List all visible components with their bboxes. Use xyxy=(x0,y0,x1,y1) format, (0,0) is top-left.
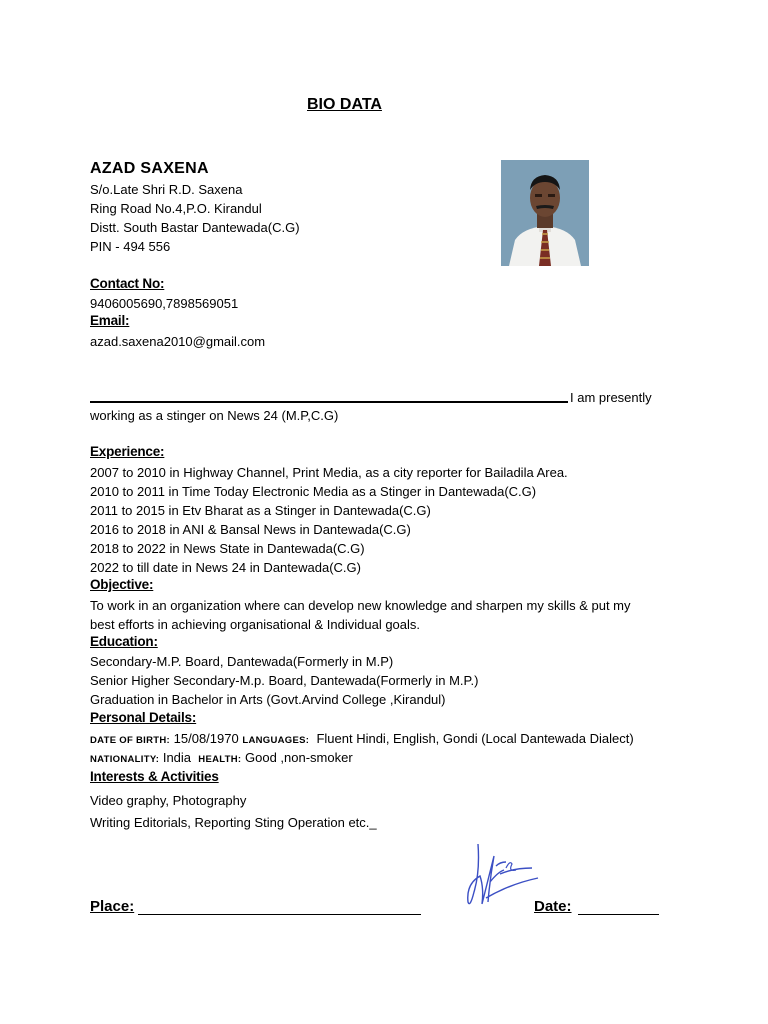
separator-line xyxy=(90,401,568,403)
personal-details-line1 xyxy=(90,729,634,750)
place-field-line xyxy=(138,914,421,915)
address-line: PIN - 494 556 xyxy=(90,239,171,254)
email-heading: Email: xyxy=(90,313,130,328)
objective-line: To work in an organization where can develop new knowledge and sharpen my skills & put my xyxy=(90,598,631,613)
list-item: 2018 to 2022 in News State in Dantewada(C.G) xyxy=(90,541,365,556)
date-label: Date: xyxy=(534,898,572,915)
profile-photo xyxy=(501,160,589,266)
dob-label: DATE OF BIRTH: xyxy=(90,735,171,746)
place-label: Place: xyxy=(90,898,135,915)
education-heading: Education: xyxy=(90,634,158,649)
list-item: 2011 to 2015 in Etv Bharat as a Stinger in Dantewada(C.G) xyxy=(90,503,431,518)
current-position-text-cont: working as a stinger on News 24 (M.P,C.G) xyxy=(90,408,339,423)
interest-item: Writing Editorials, Reporting Sting Operation etc._ xyxy=(90,815,377,830)
current-position-text: I am presently xyxy=(570,390,652,405)
email-address: azad.saxena2010@gmail.com xyxy=(90,334,266,349)
nationality-value: India xyxy=(162,750,192,765)
languages-label: LANGUAGES: xyxy=(242,735,310,746)
applicant-name: AZAD SAXENA xyxy=(90,160,209,177)
list-item: 2016 to 2018 in ANI & Bansal News in Dantewada(C.G) xyxy=(90,522,411,537)
contact-number: 9406005690,7898569051 xyxy=(90,296,239,311)
list-item: 2007 to 2010 in Highway Channel, Print Media, as a city reporter for Bailadila Area. xyxy=(90,465,568,480)
dob-value: 15/08/1970 xyxy=(173,731,239,746)
personal-details-line2 xyxy=(90,748,353,769)
health-value: Good ,non-smoker xyxy=(245,750,353,765)
personal-heading: Personal Details: xyxy=(90,710,197,725)
list-item: 2010 to 2011 in Time Today Electronic Media as a Stinger in Dantewada(C.G) xyxy=(90,484,537,499)
health-label: HEALTH: xyxy=(198,754,242,765)
objective-heading: Objective: xyxy=(90,577,154,592)
experience-list xyxy=(90,463,568,577)
interests-heading: Interests & Activities xyxy=(90,769,219,784)
date-field-line xyxy=(578,914,659,915)
objective-text xyxy=(90,596,631,634)
education-list xyxy=(90,652,478,709)
list-item: Secondary-M.P. Board, Dantewada(Formerly in M.P) xyxy=(90,654,394,669)
address-line: Distt. South Bastar Dantewada(C.G) xyxy=(90,220,300,235)
address-block xyxy=(90,180,300,256)
signature-image xyxy=(460,832,540,916)
experience-heading: Experience: xyxy=(90,444,165,459)
address-line: S/o.Late Shri R.D. Saxena xyxy=(90,182,243,197)
objective-line: best efforts in achieving organisational & Individual goals. xyxy=(90,617,421,632)
contact-heading: Contact No: xyxy=(90,276,165,291)
nationality-label: NATIONALITY: xyxy=(90,754,160,765)
document-title: BIO DATA xyxy=(307,96,382,113)
list-item: 2022 to till date in News 24 in Dantewada(C.G) xyxy=(90,560,361,575)
interest-item: Video graphy, Photography xyxy=(90,793,247,808)
list-item: Graduation in Bachelor in Arts (Govt.Arvind College ,Kirandul) xyxy=(90,692,446,707)
languages-value: Fluent Hindi, English, Gondi (Local Dantewada Dialect) xyxy=(316,731,634,746)
list-item: Senior Higher Secondary-M.p. Board, Dantewada(Formerly in M.P.) xyxy=(90,673,479,688)
address-line: Ring Road No.4,P.O. Kirandul xyxy=(90,201,262,216)
